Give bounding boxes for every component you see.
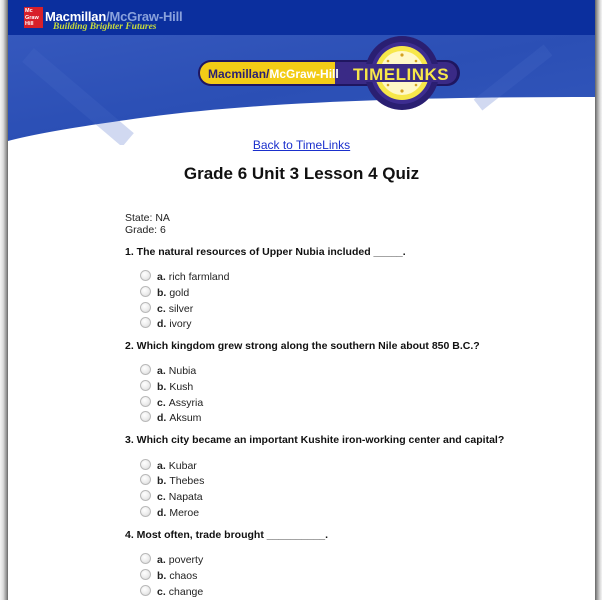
option-letter: a.	[157, 554, 166, 566]
option-text: Aksum	[169, 412, 202, 424]
back-link-container	[8, 138, 595, 152]
option-text: gold	[169, 287, 190, 299]
question-1: 1. The natural resources of Upper Nubia included _____.	[125, 246, 406, 258]
option-text: poverty	[168, 554, 204, 566]
option-letter: b.	[157, 381, 167, 393]
option-letter: b.	[157, 287, 167, 299]
option-text: change	[168, 586, 204, 598]
option-letter: b.	[157, 475, 167, 487]
state-label: State: NA	[125, 212, 170, 224]
pill-right-text: TIMELINKS	[353, 65, 450, 84]
logo-line: Mc	[25, 8, 33, 14]
answer-option[interactable]	[140, 474, 204, 488]
brand-secondary: /McGraw-Hill	[106, 9, 183, 24]
radio-button[interactable]	[140, 364, 151, 375]
option-text: Meroe	[169, 507, 200, 519]
logo-line: Graw	[25, 14, 39, 21]
answer-option[interactable]	[140, 364, 196, 378]
answer-option[interactable]	[140, 459, 197, 473]
option-letter: b.	[157, 570, 167, 582]
radio-button[interactable]	[140, 490, 151, 501]
option-text: chaos	[169, 570, 198, 582]
radio-button[interactable]	[140, 286, 151, 297]
radio-button[interactable]	[140, 302, 151, 313]
option-letter: c.	[157, 491, 166, 503]
radio-button[interactable]	[140, 585, 151, 596]
answer-option[interactable]	[140, 553, 203, 567]
logo-line: Hill	[25, 21, 34, 27]
option-letter: d.	[157, 507, 167, 519]
answer-option[interactable]	[140, 411, 201, 425]
answer-option[interactable]	[140, 396, 203, 410]
answer-option[interactable]	[140, 506, 199, 520]
answer-option[interactable]	[140, 569, 197, 583]
radio-button[interactable]	[140, 317, 151, 328]
answer-option[interactable]	[140, 317, 192, 331]
page-shadow-right	[595, 0, 602, 600]
option-letter: d.	[157, 412, 167, 424]
question-2: 2. Which kingdom grew strong along the southern Nile about 850 B.C.?	[125, 340, 480, 352]
radio-button[interactable]	[140, 411, 151, 422]
option-text: Assyria	[168, 397, 204, 409]
quiz-meta	[125, 212, 170, 236]
option-text: silver	[168, 303, 194, 315]
question-4: 4. Most often, trade brought __________.	[125, 529, 329, 541]
option-text: Thebes	[169, 475, 205, 487]
answer-option[interactable]	[140, 490, 203, 504]
answer-option[interactable]	[140, 286, 189, 300]
answer-option[interactable]	[140, 270, 229, 284]
mcgraw-hill-logo[interactable]	[24, 7, 43, 28]
radio-button[interactable]	[140, 270, 151, 281]
radio-button[interactable]	[140, 380, 151, 391]
radio-button[interactable]	[140, 474, 151, 485]
site-header	[8, 0, 595, 35]
pill-left-text: Macmillan/McGraw-Hill	[208, 67, 339, 81]
option-letter: c.	[157, 397, 166, 409]
option-text: rich farmland	[168, 271, 230, 283]
radio-button[interactable]	[140, 459, 151, 470]
option-text: Kush	[169, 381, 194, 393]
answer-option[interactable]	[140, 302, 193, 316]
timelinks-logo[interactable]	[195, 35, 465, 115]
option-letter: c.	[157, 303, 166, 315]
back-to-timelinks-link[interactable]: Back to TimeLinks	[252, 138, 351, 152]
option-letter: a.	[157, 271, 166, 283]
question-3: 3. Which city became an important Kushite iron-working center and capital?	[125, 434, 505, 446]
option-letter: a.	[157, 460, 166, 472]
grade-label: Grade: 6	[125, 224, 166, 236]
radio-button[interactable]	[140, 396, 151, 407]
option-text: ivory	[169, 318, 192, 330]
option-letter: c.	[157, 586, 166, 598]
timelinks-banner	[8, 35, 595, 145]
radio-button[interactable]	[140, 506, 151, 517]
answer-option[interactable]	[140, 380, 193, 394]
radio-button[interactable]	[140, 553, 151, 564]
option-text: Nubia	[168, 365, 197, 377]
answer-option[interactable]	[140, 585, 203, 599]
page	[8, 0, 595, 600]
option-letter: a.	[157, 365, 166, 377]
option-text: Napata	[168, 491, 203, 503]
radio-button[interactable]	[140, 569, 151, 580]
option-letter: d.	[157, 318, 167, 330]
page-shadow-left	[0, 0, 8, 600]
page-title: Grade 6 Unit 3 Lesson 4 Quiz	[183, 164, 420, 183]
brand-primary: Macmillan	[45, 9, 107, 24]
option-text: Kubar	[168, 460, 197, 472]
brand-tagline: Building Brighter Futures	[53, 22, 157, 32]
